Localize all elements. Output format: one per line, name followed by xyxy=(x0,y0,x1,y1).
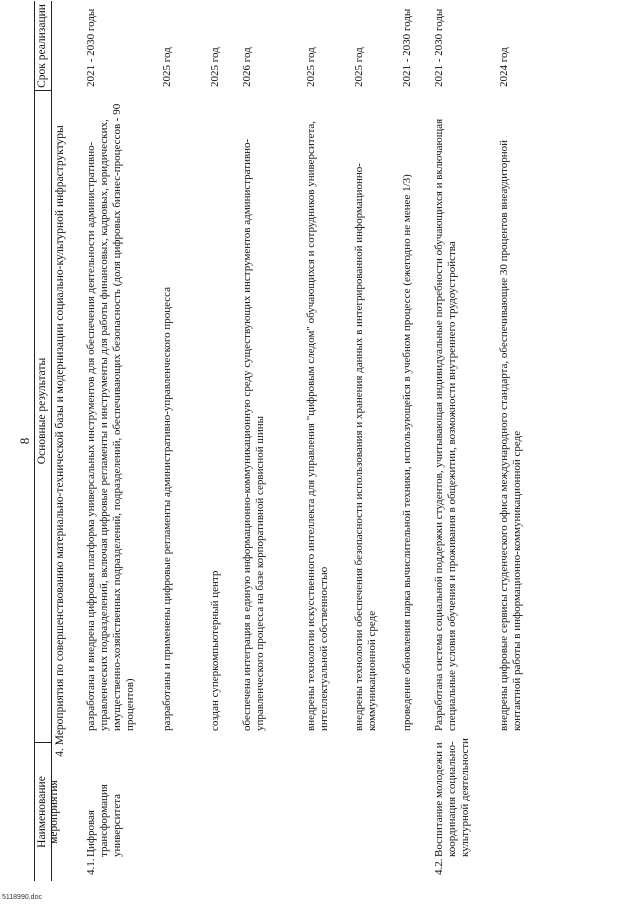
rotated-landscape-page xyxy=(3,1,623,881)
result-term: 2025 год xyxy=(161,47,173,87)
section-title: 4. Мероприятия по совершенствованию материально-технической базы и модернизации социально-культурной инфраструктуры xyxy=(54,125,66,757)
result-text: создан суперкомпьютерный центр xyxy=(209,570,221,731)
result-term: 2025 год xyxy=(209,47,221,87)
result-term: 2021 - 2030 годы xyxy=(401,8,413,87)
result-term: 2021 - 2030 годы xyxy=(433,8,445,87)
item-number: 4.1. xyxy=(85,858,97,875)
result-text: Разработана система социальной поддержки студентов, учитывающая индивидуальные потребности обучающихся и включающая специальные условия обучения и проживания в общежитии, возможности внутреннего трудоустройства xyxy=(433,118,458,731)
header-col-name: Наименование мероприятия xyxy=(36,776,60,848)
result-term: 2025 год xyxy=(305,47,317,87)
item-name: Воспитание молодежи и координация социально-культурной деятельности xyxy=(433,738,471,857)
result-text: внедрены технологии обеспечения безопасности использования и хранения данных в интегрированной информационно-коммуникационной среде xyxy=(353,163,378,731)
result-text: внедрены цифровые сервисы студенческого офиса международного стандарта, обеспечивающие 30 процентов внеаудиторной контактной работы в информационно-коммуникационной среде xyxy=(498,140,523,731)
header-col-term: Срок реализации xyxy=(36,4,48,88)
item-number: 4.2. xyxy=(433,858,445,875)
result-term: 2026 год xyxy=(241,47,253,87)
page-number: 8 xyxy=(17,437,32,445)
result-term: 2024 год xyxy=(498,47,510,87)
header-col-results: Основные результаты xyxy=(36,357,48,465)
result-text: разработаны и применены цифровые регламенты административно-управленческого процесса xyxy=(161,286,173,731)
footer-filename: 5118990.doc xyxy=(2,894,42,901)
result-text: проведение обновления парка вычислительной техники, использующейся в учебном процессе (ежегодно не менее 1/3) xyxy=(401,174,413,731)
result-text: разработана и внедрена цифровая платформа универсальных инструментов для обеспечения деятельности административно-управленческих подразделений, включая цифровые регламенты и инструменты для работы финансовых, кадровых, юридических, имущественно-хозяйственных подразделений, подразделений, обеспечивающих безопасность (доля цифровых бизнес-процессов - 90 процентов) xyxy=(85,103,136,731)
page-content xyxy=(3,1,623,881)
result-text: внедрены технологии искусственного интеллекта для управления "цифровым следом" обучающихся и сотрудников университета, интеллектуальной собственностью xyxy=(305,120,330,731)
header-divider-1 xyxy=(34,742,52,743)
result-term: 2021 - 2030 годы xyxy=(85,8,97,87)
result-term: 2025 год xyxy=(353,47,365,87)
header-divider-2 xyxy=(34,90,52,91)
result-text: обеспечена интеграция в единую информационно-коммуникационную среду существующих инструментов административно-управленческого процесса на базе корпоративной сервисной шины xyxy=(241,138,266,731)
item-name: Цифровая трансформация университета xyxy=(85,784,123,857)
